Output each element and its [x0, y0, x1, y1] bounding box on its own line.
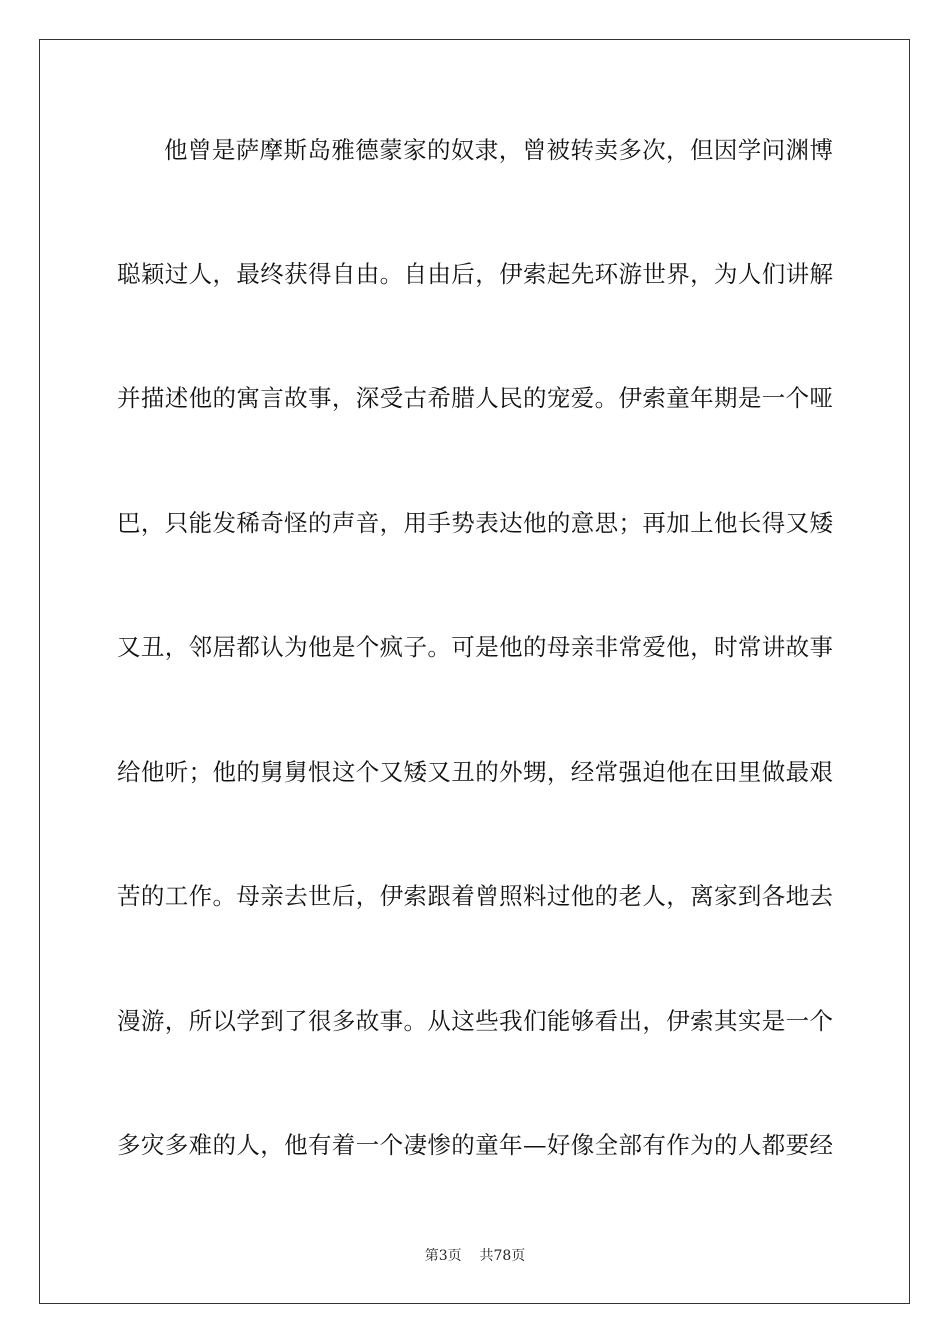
text-line-3: 并描述他的寓言故事，深受古希腊人民的宠爱。伊索童年期是一个哑 [117, 384, 833, 412]
page-number: 第3页 [424, 1248, 462, 1264]
text-line-4: 巴，只能发稀奇怪的声音，用手势表达他的意思；再加上他长得又矮 [117, 509, 833, 537]
page-footer [0, 1247, 950, 1265]
text-line-8: 漫游，所以学到了很多故事。从这些我们能够看出，伊索其实是一个 [117, 1007, 833, 1035]
page-border [39, 39, 910, 1304]
text-line-5: 又丑，邻居都认为他是个疯子。可是他的母亲非常爱他，时常讲故事 [117, 633, 833, 661]
text-line-1: 他曾是萨摩斯岛雅德蒙家的奴隶，曾被转卖多次，但因学问渊博 [164, 136, 833, 164]
page-total: 共78页 [479, 1248, 526, 1264]
text-line-2: 聪颖过人，最终获得自由。自由后，伊索起先环游世界，为人们讲解 [117, 260, 833, 288]
text-line-6: 给他听；他的舅舅恨这个又矮又丑的外甥，经常强迫他在田里做最艰 [117, 758, 833, 786]
text-line-9: 多灾多难的人，他有着一个凄惨的童年—好像全部有作为的人都要经 [117, 1131, 833, 1159]
text-line-7: 苦的工作。母亲去世后，伊索跟着曾照料过他的老人，离家到各地去 [117, 882, 833, 910]
